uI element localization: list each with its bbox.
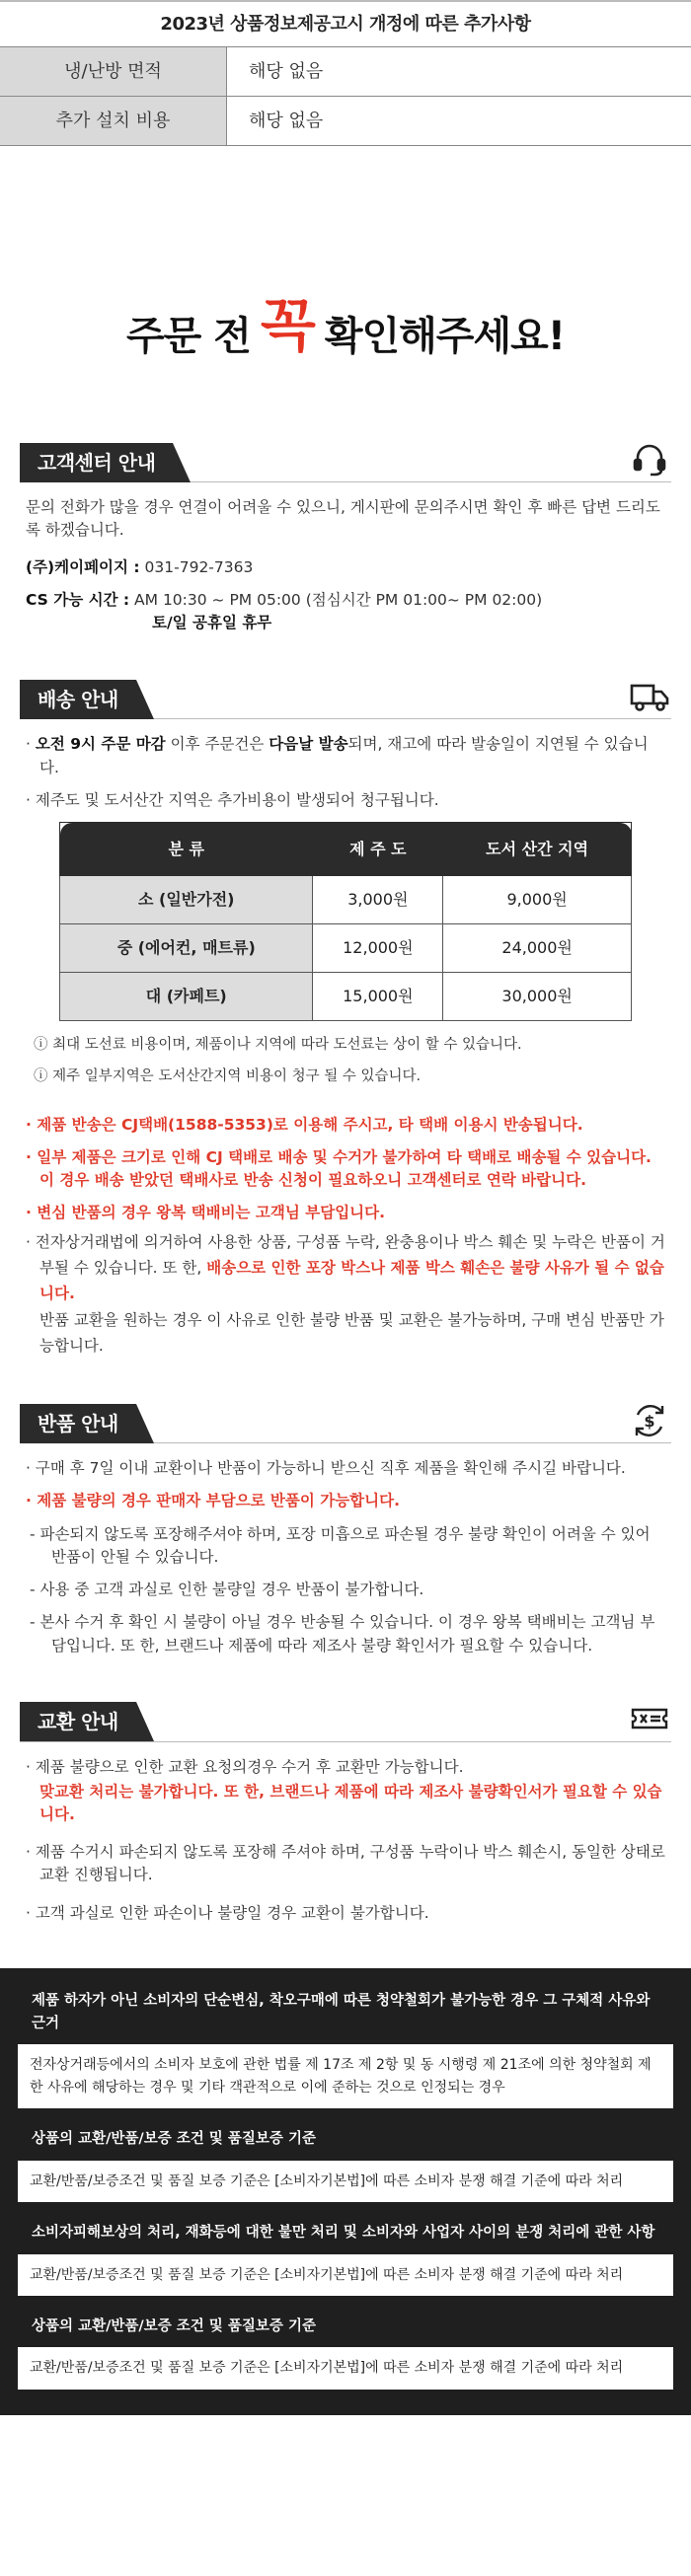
exchange-warning: 맞교환 처리는 불가합니다. 또 한, 브랜드나 제품에 따라 제조사 불량확인서가 필요할 수 있습니다. <box>39 1783 662 1824</box>
returns-bullet: · 구매 후 7일 이내 교환이나 반품이 가능하니 받으신 직후 제품을 확인해 주시길 바랍니다. <box>26 1459 626 1478</box>
table-cell: 중 (에어컨, 매트류) <box>60 924 313 973</box>
legal-item <box>18 2316 673 2390</box>
legal-item <box>18 2222 673 2296</box>
svg-text:$: $ <box>644 1411 655 1431</box>
section-tag: 반품 안내 <box>20 1404 136 1443</box>
section-tag: 배송 안내 <box>20 680 136 719</box>
phone-number: 031-792-7363 <box>144 557 254 576</box>
returns-warning: · 제품 불량의 경우 판매자 부담으로 반품이 가능합니다. <box>26 1492 400 1510</box>
exchange-bullet: · 고객 과실로 인한 파손이나 불량일 경우 교환이 불가합니다. <box>26 1904 429 1923</box>
notice-row <box>0 97 691 146</box>
notice-value: 해당 없음 <box>249 61 324 82</box>
return-warning: · 변심 반품의 경우 왕복 택배비는 고객님 부담입니다. <box>26 1204 385 1222</box>
table-cell: 소 (일반가전) <box>60 876 313 924</box>
legal-body: 교환/반품/보증조건 및 품질 보증 기준은 [소비자기본법]에 따른 소비자 분쟁 해결 기준에 따라 처리 <box>18 2161 673 2202</box>
table-cell: 3,000원 <box>313 876 443 924</box>
delivery-note: ⓘ 최대 도선료 비용이며, 제품이나 지역에 따라 도선료는 상이 할 수 있습니다. <box>34 1037 522 1053</box>
table-cell: 대 (카페트) <box>60 973 313 1021</box>
legal-title: 제품 하자가 아닌 소비자의 단순변심, 착오구매에 따른 청약철회가 불가능한 경우 그 구체적 사유와 근거 <box>32 1993 651 2031</box>
notice-label: 냉/난방 면적 <box>0 47 227 96</box>
table-row <box>60 973 632 1021</box>
legal-body: 전자상거래등에서의 소비자 보호에 관한 법률 제 17조 제 2항 및 동 시행령 제 21조에 의한 청약철회 제한 사유에 해당하는 경우 및 기타 객관적으로 이에 준하는 것으로 인정되는 경우 <box>18 2044 673 2108</box>
delivery-bullet: · 오전 9시 주문 마감 이후 주문건은 다음날 발송되며, 재고에 따라 발송일이 지연될 수 있습니다. <box>26 735 649 776</box>
returns-section <box>0 1398 691 1673</box>
section-header <box>20 437 671 482</box>
page-headline <box>0 235 691 437</box>
headline-emphasis: 꼭 <box>260 292 315 359</box>
section-header <box>20 1697 671 1742</box>
legal-item <box>18 1990 673 2108</box>
legal-item <box>18 2128 673 2202</box>
cs-holiday: 토/일 공휴일 휴무 <box>152 614 272 631</box>
headline-after: 확인해주세요! <box>324 313 565 359</box>
cs-intro: 문의 전화가 많을 경우 연결이 어려울 수 있으니, 게시판에 문의주시면 확인 후 빠른 답변 드리도록 하겠습니다. <box>26 498 660 540</box>
truck-icon <box>628 677 671 716</box>
section-body <box>20 482 671 650</box>
cs-hours: AM 10:30 ~ PM 05:00 (점심시간 PM 01:00~ PM 02:00) <box>134 590 543 609</box>
table-cell: 12,000원 <box>313 924 443 973</box>
table-row <box>60 924 632 973</box>
notice-row <box>0 47 691 97</box>
section-body <box>20 1443 671 1673</box>
delivery-note: ⓘ 제주 일부지역은 도서산간지역 비용이 청구 될 수 있습니다. <box>34 1067 422 1084</box>
delivery-bullet: · 전자상거래법에 의거하여 사용한 상품, 구성품 누락, 완충용이나 박스 훼손 및 누락은 반품이 거부될 수 있습니다. 또 한, 배송으로 인한 포장 박스나 제품 박스 훼손은 불량 사유가 될 수 없습니다. 반품 교환을 원하는 경우 이 사유로 인한 불량 반품 및 교환은 불가능하며, 구매 변심 반품만 가능합니다. <box>26 1232 665 1355</box>
exchange-bullet: · 제품 수거시 파손되지 않도록 포장해 주셔야 하며, 구성품 누락이나 박스 훼손시, 동일한 상태로 교환 진행됩니다. <box>26 1842 665 1883</box>
phone-label: (주)케이페이지 : <box>26 557 140 576</box>
returns-subitem: - 파손되지 않도록 포장해주셔야 하며, 포장 미흡으로 파손될 경우 불량 확인이 어려울 수 있어 반품이 안될 수 있습니다. <box>30 1524 651 1566</box>
legal-title: 상품의 교환/반품/보증 조건 및 품질보증 기준 <box>32 2318 316 2334</box>
refund-icon <box>628 1401 671 1440</box>
legal-title: 상품의 교환/반품/보증 조건 및 품질보증 기준 <box>32 2131 316 2148</box>
return-warning: · 일부 제품은 크기로 인해 CJ 택배로 배송 및 수거가 불가하여 타 택배로 배송될 수 있습니다. 이 경우 배송 받았던 택배사로 반송 신청이 필요하오니 고객센터로 연락 바랍니다. <box>26 1147 652 1189</box>
legal-title: 소비자피해보상의 처리, 재화등에 대한 불만 처리 및 소비자와 사업자 사이의 분쟁 처리에 관한 사항 <box>32 2225 655 2242</box>
section-tag: 고객센터 안내 <box>20 443 173 482</box>
table-cell: 30,000원 <box>443 973 632 1021</box>
table-cell: 9,000원 <box>443 876 632 924</box>
column-header: 도서 산간 지역 <box>443 823 632 876</box>
returns-subitem: - 사용 중 고객 과실로 인한 불량일 경우 반품이 불가합니다. <box>30 1581 424 1599</box>
notice-title: 2023년 상품정보제공고시 개정에 따른 추가사항 <box>0 0 691 47</box>
hours-label: CS 가능 시간 : <box>26 590 130 609</box>
notice-value: 해당 없음 <box>249 110 324 131</box>
legal-body: 교환/반품/보증조건 및 품질 보증 기준은 [소비자기본법]에 따른 소비자 분쟁 해결 기준에 따라 처리 <box>18 2347 673 2389</box>
cs-section <box>0 437 691 650</box>
headset-icon <box>628 440 671 479</box>
returns-subitem: - 본사 수거 후 확인 시 불량이 아닐 경우 반송될 수 있습니다. 이 경우 왕복 택배비는 고객님 부담입니다. 또 한, 브랜드나 제품에 따라 제조사 불량 확인서가 필요할 수 있습니다. <box>30 1613 655 1655</box>
column-header: 제 주 도 <box>313 823 443 876</box>
table-cell: 15,000원 <box>313 973 443 1021</box>
delivery-bullet: · 제주도 및 도서산간 지역은 추가비용이 발생되어 청구됩니다. <box>26 790 439 809</box>
notice-label: 추가 설치 비용 <box>0 97 227 145</box>
section-body <box>20 1742 671 1942</box>
return-warning: · 제품 반송은 CJ택배(1588-5353)로 이용해 주시고, 타 택배 이용시 반송됩니다. <box>26 1115 583 1134</box>
table-row <box>60 876 632 924</box>
section-header <box>20 674 671 719</box>
delivery-section <box>0 674 691 1374</box>
headline-before: 주문 전 <box>126 313 251 359</box>
exchange-bullet: · 제품 불량으로 인한 교환 요청의경우 수거 후 교환만 가능합니다. <box>26 1757 464 1776</box>
table-cell: 24,000원 <box>443 924 632 973</box>
section-body <box>20 719 671 1374</box>
ticket-icon <box>628 1699 671 1738</box>
shipping-fee-table <box>59 822 632 1021</box>
legal-footer <box>0 1968 691 2414</box>
section-header <box>20 1398 671 1443</box>
legal-body: 교환/반품/보증조건 및 품질 보증 기준은 [소비자기본법]에 따른 소비자 분쟁 해결 기준에 따라 처리 <box>18 2254 673 2296</box>
table-header-row <box>60 823 632 876</box>
exchange-section <box>0 1697 691 1942</box>
section-tag: 교환 안내 <box>20 1702 136 1741</box>
column-header: 분 류 <box>60 823 313 876</box>
